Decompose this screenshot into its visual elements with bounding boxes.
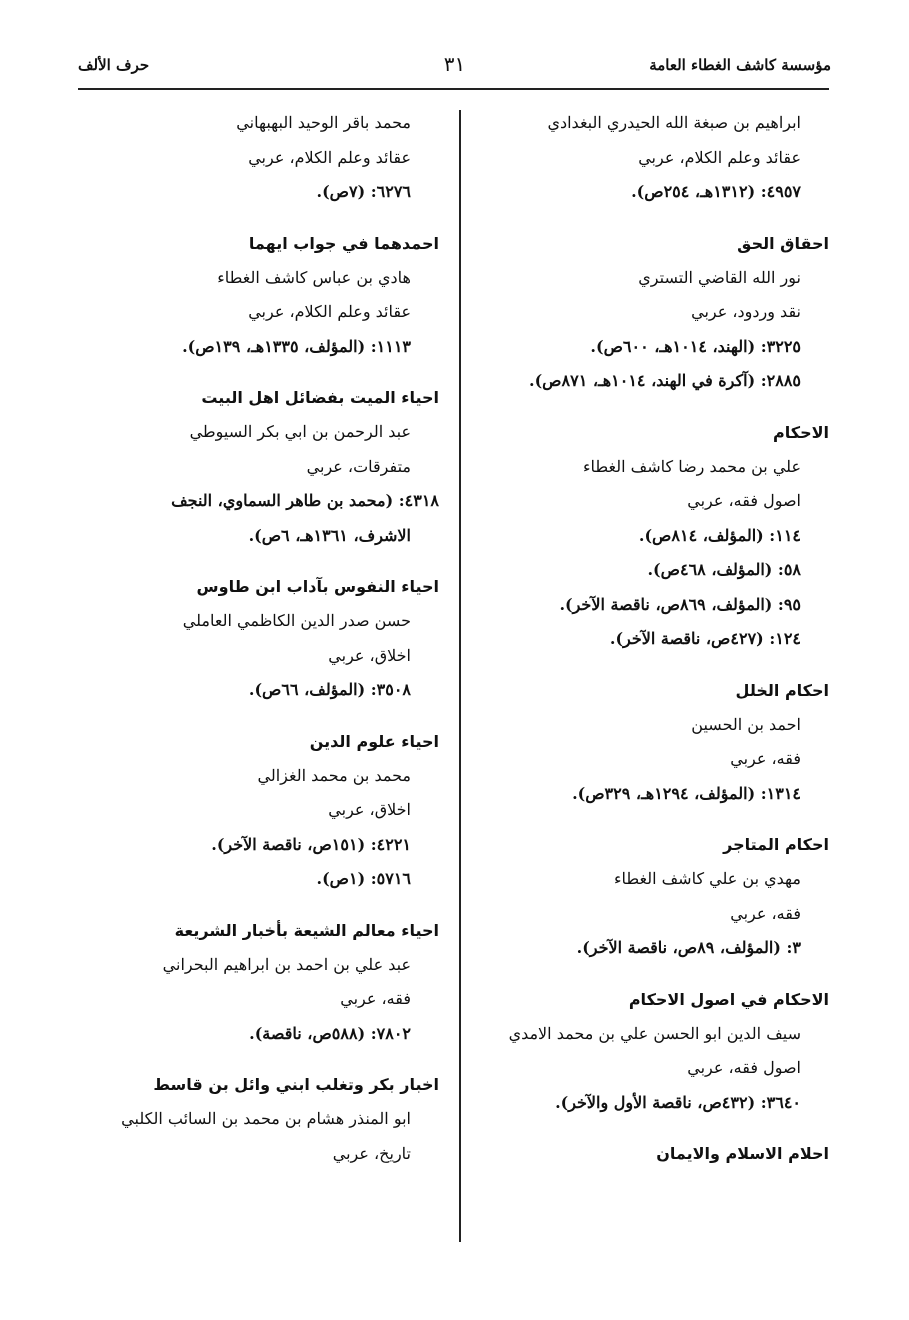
header-rule xyxy=(78,88,829,90)
entry-subject: نقد وردود، عربي xyxy=(691,302,801,321)
entry-title: احكام الخلل xyxy=(735,680,829,700)
entry-subject: تاريخ، عربي xyxy=(332,1143,411,1163)
entry-author: عبد الرحمن بن ابي بكر السيوطي xyxy=(189,422,411,441)
entry-record: ٦٢٧٦: (٧ص). xyxy=(316,182,411,201)
entry-subject: عقائد وعلم الكلام، عربي xyxy=(248,302,411,321)
catalog-entry xyxy=(469,828,829,966)
entry-record: ٥٨: (المؤلف، ٤٦٨ص). xyxy=(647,560,801,579)
entry-record: ٣٥٠٨: (المؤلف، ٦٦ص). xyxy=(248,680,411,699)
entry-author: ابو المنذر هشام بن محمد بن السائب الكلبي xyxy=(121,1109,411,1128)
entry-record: ٢٨٨٥: (آكرة في الهند، ١٠١٤هـ، ٨٧١ص). xyxy=(529,371,801,390)
catalog-entry xyxy=(469,416,829,657)
entry-record: ٤٩٥٧: (١٣١٢هـ، ٢٥٤ص). xyxy=(631,182,801,201)
entry-title: احلام الاسلام والايمان xyxy=(656,1144,829,1163)
catalog-entry xyxy=(94,1068,439,1171)
entry-record: ٤٢٢١: (١٥١ص، ناقصة الآخر). xyxy=(211,834,411,854)
catalog-entry xyxy=(94,106,439,210)
catalog-entry xyxy=(469,227,829,399)
section-title: حرف الألف xyxy=(78,56,150,74)
entry-subject: فقه، عربي xyxy=(730,903,801,923)
catalog-entry xyxy=(469,106,829,210)
catalog-entry xyxy=(94,914,439,1052)
column-divider xyxy=(459,110,461,1242)
entry-record: ١١١٣: (المؤلف، ١٣٣٥هـ، ١٣٩ص). xyxy=(182,336,411,356)
entry-author: مهدي بن علي كاشف الغطاء xyxy=(613,869,801,888)
entry-subject: اصول فقه، عربي xyxy=(687,1058,801,1077)
page-header xyxy=(78,48,831,88)
entry-title: اخبار بكر وتغلب ابني وائل بن قاسط xyxy=(153,1075,439,1094)
catalog-entry xyxy=(94,725,439,897)
entry-record: ٣٦٤٠: (٤٣٢ص، ناقصة الأول والآخر). xyxy=(555,1092,801,1112)
entry-record: ١٢٤: (٤٢٧ص، ناقصة الآخر). xyxy=(609,629,801,648)
entry-author: عبد علي بن احمد بن ابراهيم البحراني xyxy=(162,954,411,974)
left-column xyxy=(94,106,439,1188)
entry-author: محمد بن محمد الغزالي xyxy=(257,765,411,785)
entry-author: علي بن محمد رضا كاشف الغطاء xyxy=(583,456,801,476)
entry-author: سيف الدين ابو الحسن علي بن محمد الامدي xyxy=(508,1023,801,1043)
entry-author: احمد بن الحسين xyxy=(691,714,801,734)
catalog-entry xyxy=(94,227,439,365)
right-column xyxy=(469,106,829,1188)
entry-record: ٤٣١٨: (محمد بن طاهر السماوي، النجف xyxy=(171,491,439,510)
catalog-entry xyxy=(94,381,439,553)
entry-author: محمد باقر الوحيد البهبهاني xyxy=(236,113,411,132)
catalog-entry xyxy=(469,674,829,812)
entry-record: ٧٨٠٢: (٥٨٨ص، ناقصة). xyxy=(249,1023,411,1043)
page-number: ٣١ xyxy=(443,52,466,76)
entry-subject: متفرقات، عربي xyxy=(306,456,411,476)
entry-author: ابراهيم بن صبغة الله الحيدري البغدادي xyxy=(547,113,801,132)
entry-record: ٣٢٢٥: (الهند، ١٠١٤هـ، ٦٠٠ص). xyxy=(590,336,801,356)
entry-subject: اصول فقه، عربي xyxy=(687,491,801,510)
entry-subject: عقائد وعلم الكلام، عربي xyxy=(248,147,411,167)
entry-subject: عقائد وعلم الكلام، عربي xyxy=(638,147,801,167)
entry-title: احياء معالم الشيعة بأخبار الشريعة xyxy=(174,920,439,940)
entry-record: ٥٧١٦: (١ص). xyxy=(316,869,411,888)
entry-subject: فقه، عربي xyxy=(340,989,411,1008)
entry-author: نور الله القاضي التستري xyxy=(638,267,801,287)
entry-record: ١٣١٤: (المؤلف، ١٢٩٤هـ، ٣٢٩ص). xyxy=(572,783,801,803)
entry-author: حسن صدر الدين الكاظمي العاملي xyxy=(182,611,411,630)
entry-title: احياء الميت بفضائل اهل البيت xyxy=(201,388,439,407)
entry-title: الاحكام في اصول الاحكام xyxy=(628,989,829,1009)
entry-subject: اخلاق، عربي xyxy=(328,645,411,665)
entry-title: احمدهما في جواب ايهما xyxy=(248,233,439,253)
entry-subject: اخلاق، عربي xyxy=(328,800,411,819)
entry-title: احقاق الحق xyxy=(737,233,829,253)
publisher-name: مؤسسة كاشف الغطاء العامة xyxy=(649,56,831,74)
catalog-entry xyxy=(94,570,439,708)
entry-title: احياء النفوس بآداب ابن طاوس xyxy=(196,577,439,596)
entry-subject: فقه، عربي xyxy=(730,749,801,768)
entry-record: ٩٥: (المؤلف، ٨٦٩ص، ناقصة الآخر). xyxy=(559,594,801,614)
entry-record: ١١٤: (المؤلف، ٨١٤ص). xyxy=(638,525,801,545)
catalog-entry xyxy=(469,983,829,1121)
entry-record: ٣: (المؤلف، ٨٩ص، ناقصة الآخر). xyxy=(576,938,801,957)
entry-record-continued: الاشرف، ١٣٦١هـ، ٦ص). xyxy=(248,525,411,545)
entry-title: احكام المتاجر xyxy=(723,835,829,854)
entry-author: هادي بن عباس كاشف الغطاء xyxy=(217,267,411,287)
catalog-entry xyxy=(469,1137,829,1171)
entry-title: احياء علوم الدين xyxy=(309,731,439,751)
entry-title: الاحكام xyxy=(773,422,829,442)
